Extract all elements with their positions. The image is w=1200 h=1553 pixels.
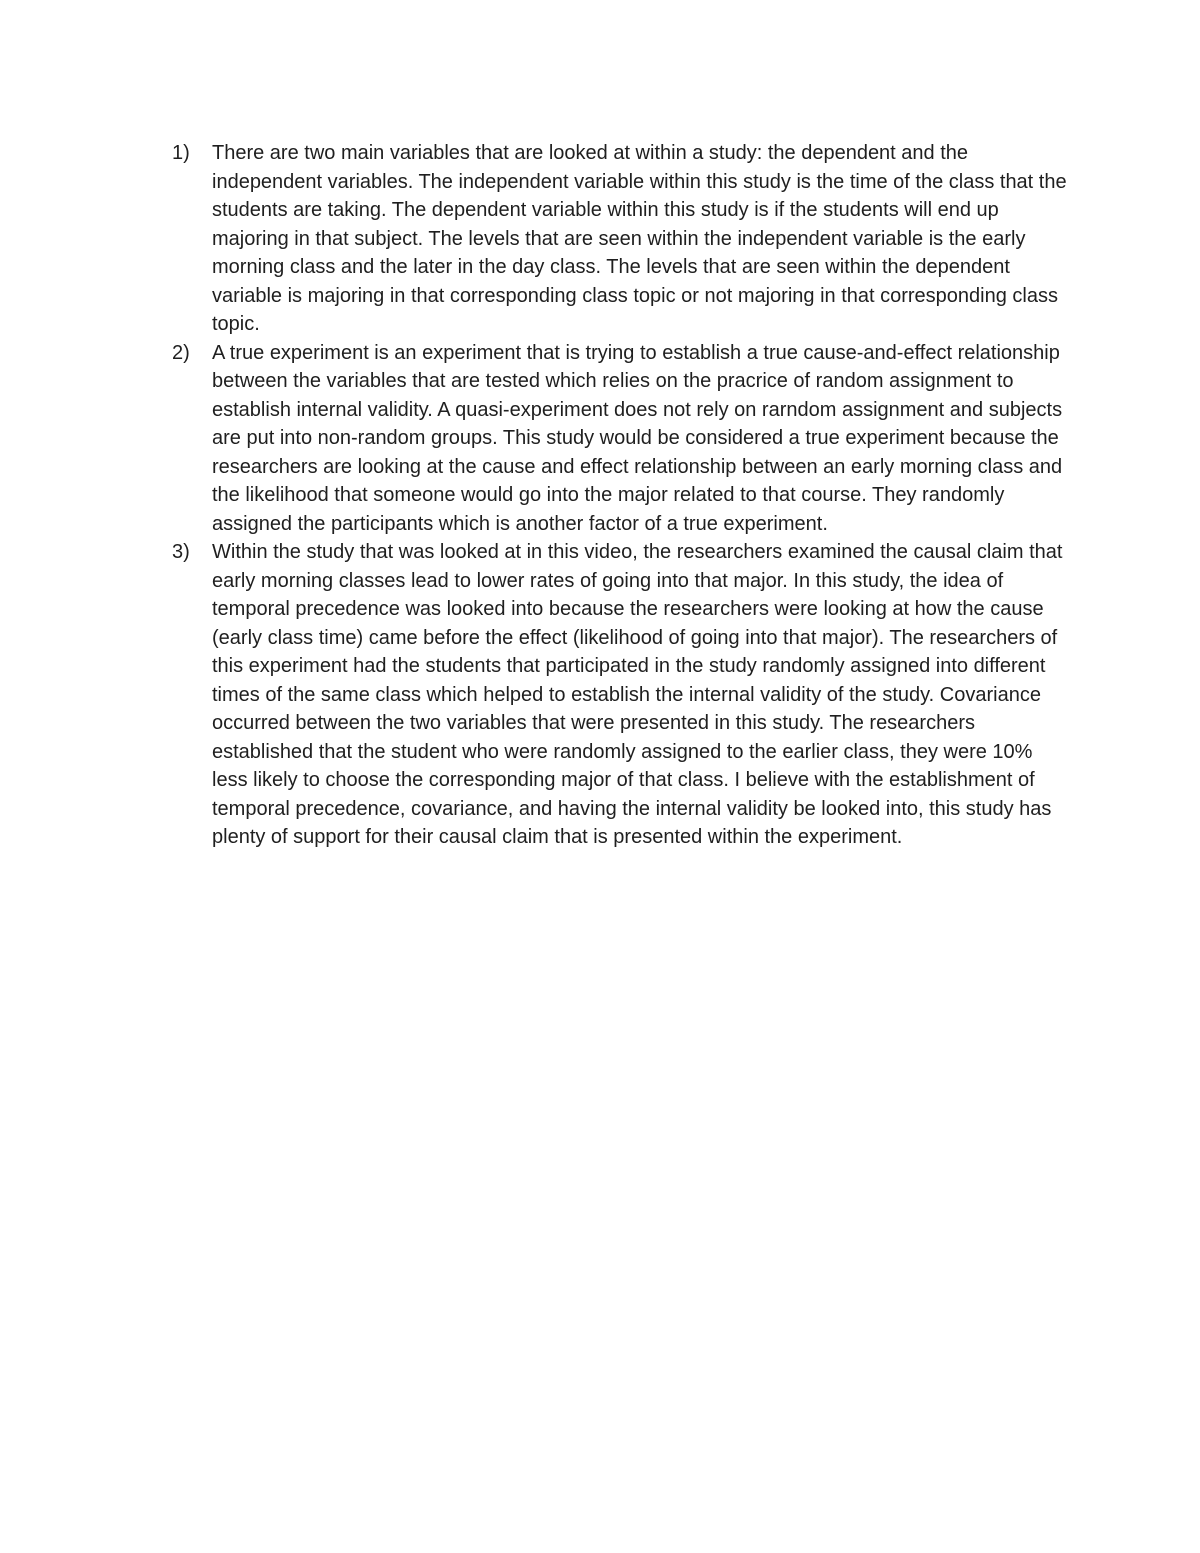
answer-item-3 <box>172 538 1072 852</box>
answer-text: Within the study that was looked at in this video, the researchers examined the causal claim that early morning classes lead to lower rates of going into that major. In this study, the idea of temporal precedence was looked into because the researchers were looking at how the cause (early class time) came before the effect (likelihood of going into that major). The researchers of this experiment had the students that participated in the study randomly assigned into different times of the same class which helped to establish the internal validity of the study. Covariance occurred between the two variables that were presented in this study. The researchers established that the student who were randomly assigned to the earlier class, they were 10% less likely to choose the corresponding major of that class. I believe with the establishment of temporal precedence, covariance, and having the internal validity be looked into, this study has plenty of support for their causal claim that is presented within the experiment. <box>212 541 1063 848</box>
list-number: 3) <box>172 541 190 563</box>
answer-item-2 <box>172 339 1072 539</box>
list-number: 1) <box>172 142 190 164</box>
answer-list <box>172 139 1072 852</box>
answer-text: A true experiment is an experiment that is trying to establish a true cause-and-effect relationship between the variables that are tested which relies on the pracrice of random assignment to establish internal validity. A quasi-experiment does not rely on rarndom assignment and subjects are put into non-random groups. This study would be considered a true experiment because the researchers are looking at the cause and effect relationship between an early morning class and the likelihood that someone would go into the major related to that course. They randomly assigned the participants which is another factor of a true experiment. <box>212 341 1063 535</box>
list-number: 2) <box>172 341 190 364</box>
answer-text: There are two main variables that are looked at within a study: the dependent and the independent variables. The independent variable within this study is the time of the class that the students are taking. The dependent variable within this study is if the students will end up majoring in that subject. The levels that are seen within the independent variable is the early morning class and the later in the day class. The levels that are seen within the dependent variable is majoring in that corresponding class topic or not majoring in that corresponding class topic. <box>212 142 1067 335</box>
answer-item-1 <box>172 139 1072 339</box>
